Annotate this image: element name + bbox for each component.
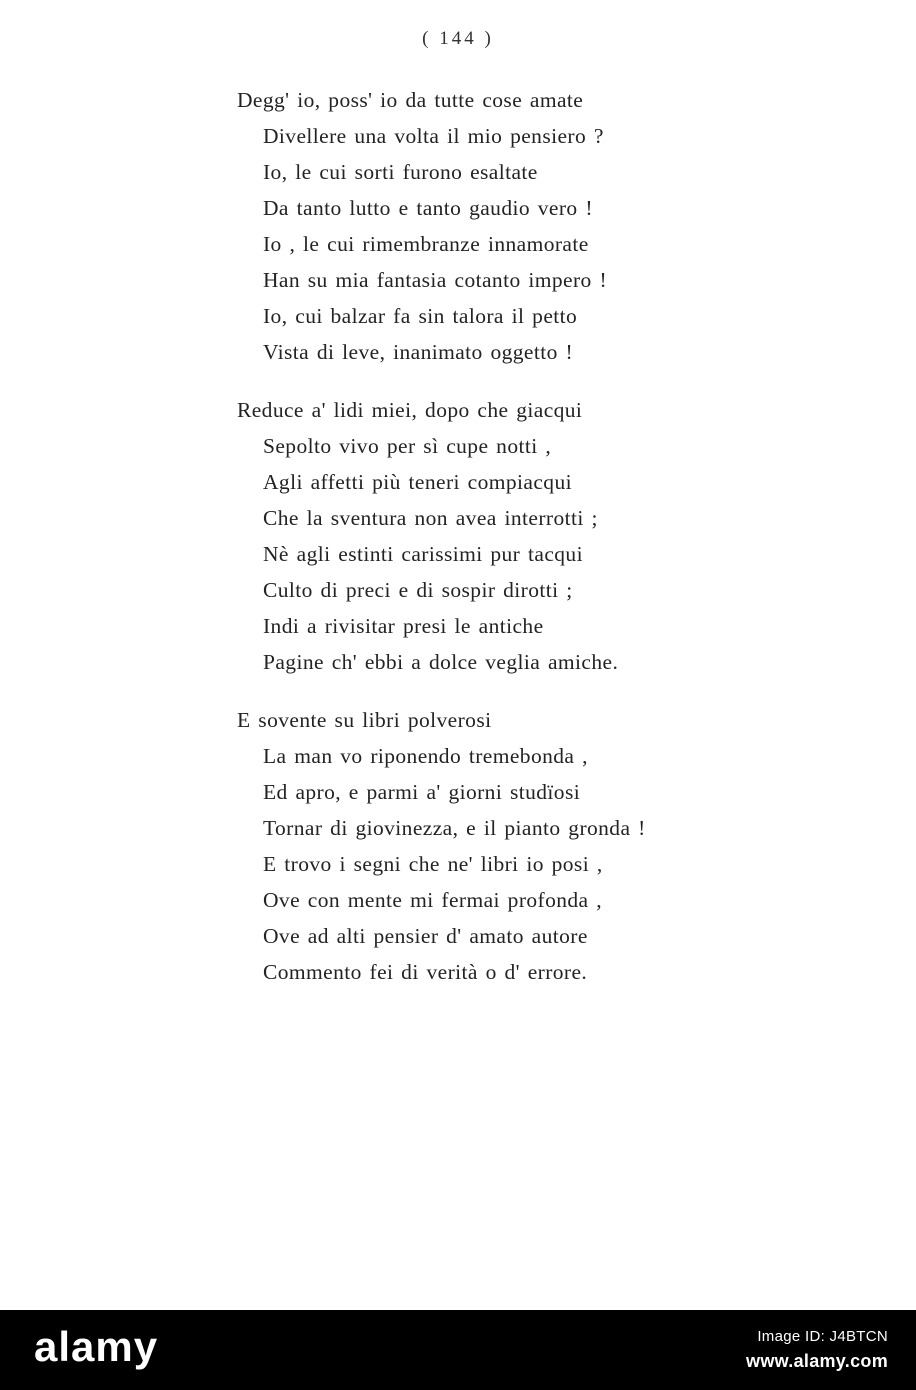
poem-line: Che la sventura non avea interrotti ; (263, 506, 598, 530)
poem-line: Divellere una volta il mio pensiero ? (263, 124, 604, 148)
stanza-3 (237, 702, 646, 990)
watermark-info (746, 1328, 888, 1372)
watermark-url: www.alamy.com (746, 1351, 888, 1371)
poem-line: Indi a rivisitar presi le antiche (263, 614, 544, 638)
poem-line: Ed apro, e parmi a' giorni studïosi (263, 780, 581, 804)
poem-line: Commento fei di verità o d' errore. (263, 960, 588, 984)
poem-line: Ove ad alti pensier d' amato autore (263, 924, 588, 948)
stanza-2 (237, 392, 646, 680)
poem-line: Io, le cui sorti furono esaltate (263, 160, 538, 184)
poem-line: E sovente su libri polverosi (237, 708, 492, 732)
poem-line: Culto di preci e di sospir dirotti ; (263, 578, 573, 602)
poem-line: Io , le cui rimembranze innamorate (263, 232, 589, 256)
stanza-1 (237, 82, 646, 370)
poem-line: Sepolto vivo per sì cupe notti , (263, 434, 552, 458)
poem-line: E trovo i segni che ne' libri io posi , (263, 852, 603, 876)
watermark-image-id: Image ID: J4BTCN (757, 1328, 888, 1345)
poem-line: Reduce a' lidi miei, dopo che giacqui (237, 398, 583, 422)
poem-line: Nè agli estinti carissimi pur tacqui (263, 542, 583, 566)
poem-line: Degg' io, poss' io da tutte cose amate (237, 88, 584, 112)
poem-line: La man vo riponendo tremebonda , (263, 744, 588, 768)
poem-line: Ove con mente mi fermai profonda , (263, 888, 603, 912)
alamy-logo: alamy (34, 1323, 159, 1370)
poem-text (237, 82, 646, 1012)
watermark-bar (0, 1310, 916, 1390)
poem-line: Vista di leve, inanimato oggetto ! (263, 340, 574, 364)
poem-line: Han su mia fantasia cotanto impero ! (263, 268, 608, 292)
poem-line: Io, cui balzar fa sin talora il petto (263, 304, 578, 328)
poem-line: Tornar di giovinezza, e il pianto gronda ! (263, 816, 646, 840)
page-number: ( 144 ) (422, 28, 494, 49)
poem-line: Da tanto lutto e tanto gaudio vero ! (263, 196, 593, 220)
poem-line: Agli affetti più teneri compiacqui (263, 470, 572, 494)
poem-line: Pagine ch' ebbi a dolce veglia amiche. (263, 650, 619, 674)
